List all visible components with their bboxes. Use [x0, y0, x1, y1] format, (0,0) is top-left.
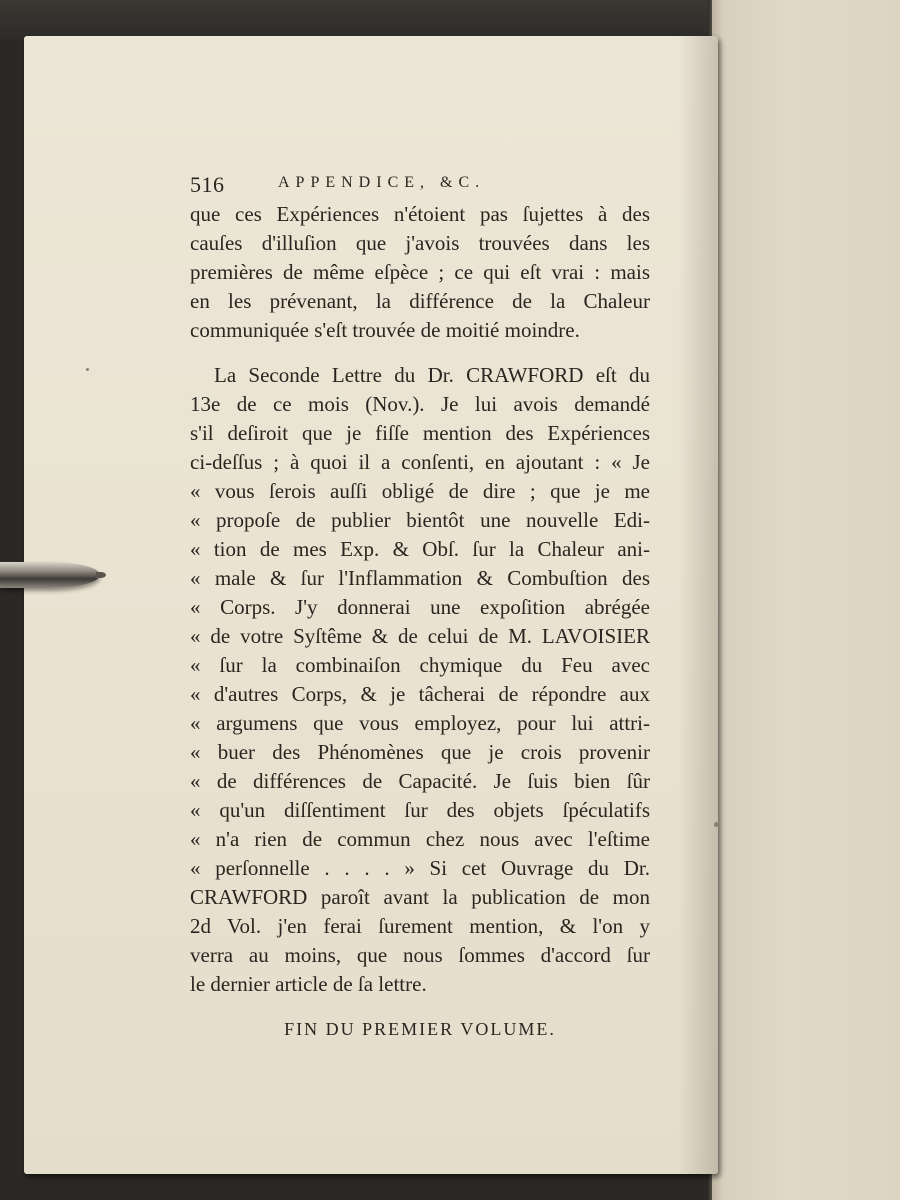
pen-pointer	[0, 562, 100, 588]
text-line: « argumens que vous employez, pour lui attri-	[190, 711, 650, 735]
text-line: « de différences de Capacité. Je ſuis bien ſûr	[190, 769, 650, 793]
text-line: que ces Expériences n'étoient pas ſujettes à des	[190, 202, 650, 226]
paper-speck	[86, 368, 89, 371]
text-line: communiquée s'eſt trouvée de moitié moindre.	[190, 318, 580, 342]
text-line: « d'autres Corps, & je tâcherai de répondre aux	[190, 682, 650, 706]
running-title: APPENDICE, &C.	[278, 174, 486, 191]
text-line: « Corps. J'y donnerai une expoſition abrégée	[190, 595, 650, 619]
text-line: verra au moins, que nous ſommes d'accord ſur	[190, 943, 650, 967]
paper-speck	[714, 822, 719, 827]
text-line: ci-deſſus ; à quoi il a conſenti, en ajoutant : « Je	[190, 450, 650, 474]
text-line: La Seconde Lettre du Dr. CRAWFORD eſt du	[214, 363, 650, 387]
paragraph-gap	[190, 345, 650, 361]
text-line: cauſes d'illuſion que j'avois trouvées dans les	[190, 231, 650, 255]
closing-line: FIN DU PREMIER VOLUME.	[284, 1019, 556, 1039]
text-line: « ſur la combinaiſon chymique du Feu avec	[190, 653, 650, 677]
text-line: premières de même eſpèce ; ce qui eſt vrai : mais	[190, 260, 650, 284]
text-line: « qu'un diſſentiment ſur des objets ſpéculatifs	[190, 798, 650, 822]
pen-tip	[96, 572, 106, 578]
paragraph-2	[190, 361, 650, 999]
text-line: CRAWFORD paroît avant la publication de mon	[190, 885, 650, 909]
text-line: « male & ſur l'Inflammation & Combuſtion des	[190, 566, 650, 590]
running-head	[190, 160, 650, 200]
gutter-shadow	[678, 36, 718, 1174]
text-line: en les prévenant, la différence de la Chaleur	[190, 289, 650, 313]
facing-page	[712, 0, 900, 1200]
text-line: « tion de mes Exp. & Obſ. ſur la Chaleur ani-	[190, 537, 650, 561]
text-line: le dernier article de ſa lettre.	[190, 972, 427, 996]
text-line: 2d Vol. j'en ferai ſurement mention, & l'on y	[190, 914, 650, 938]
text-line: « vous ſerois auſſi obligé de dire ; que je me	[190, 479, 650, 503]
text-line: « n'a rien de commun chez nous avec l'eſtime	[190, 827, 650, 851]
text-line: « propoſe de publier bientôt une nouvelle Edi-	[190, 508, 650, 532]
text-line: « buer des Phénomènes que je crois provenir	[190, 740, 650, 764]
text-line: « de votre Syſtême & de celui de M. LAVOISIER	[190, 624, 650, 648]
paragraph-1	[190, 200, 650, 345]
page-text	[190, 160, 650, 1040]
text-line: « perſonnelle . . . . » Si cet Ouvrage du Dr.	[190, 856, 650, 880]
text-line: 13e de ce mois (Nov.). Je lui avois demandé	[190, 392, 650, 416]
page-number: 516	[190, 172, 225, 197]
text-line: s'il deſiroit que je fiſſe mention des Expériences	[190, 421, 650, 445]
